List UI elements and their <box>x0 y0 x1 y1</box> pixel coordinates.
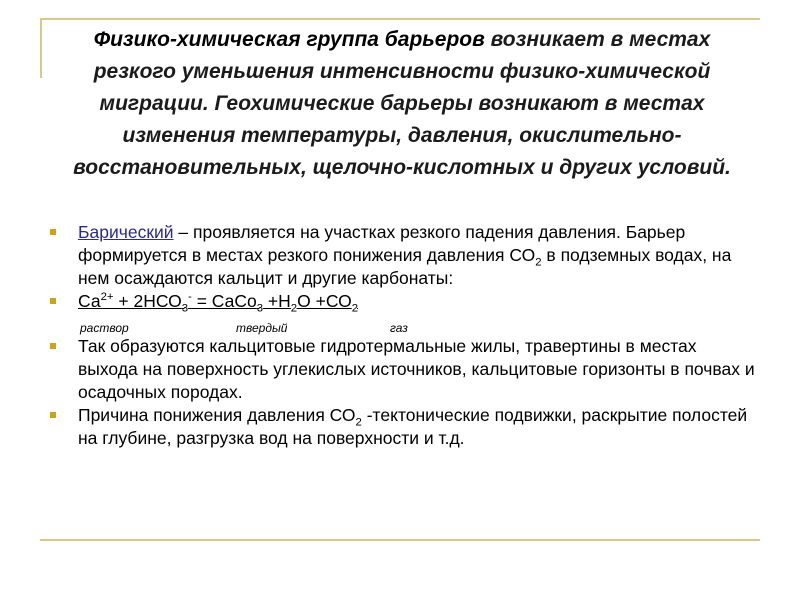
slide-heading <box>52 24 752 184</box>
formation-text: Так образуются кальцитовые гидротермальные жилы, травертины в местах выхода на поверхность углекислых источников, кальцитовые горизонты в почвах и осадочных породах. <box>78 336 755 402</box>
bullet-item-equation <box>50 290 760 313</box>
heading-strong: Физико-химическая группа барьеров <box>93 28 485 51</box>
bullet-marker <box>50 229 56 235</box>
phase-solution-label: раствор <box>80 321 129 335</box>
eq-sub-3b: 3 <box>256 302 264 315</box>
bullet-item-formation <box>50 335 760 404</box>
cause-co2-subscript: 2 <box>355 416 362 429</box>
co2-subscript: 2 <box>535 256 542 269</box>
bullet-marker <box>50 298 56 304</box>
phase-gas-label: газ <box>390 321 408 335</box>
phase-labels-row <box>50 313 760 335</box>
eq-ca: Са <box>78 291 101 311</box>
baric-text: – проявляется на участках резкого падения давления. Барьер формируется в местах резкого понижения давления СО <box>78 222 686 265</box>
eq-charge-minus: - <box>188 291 192 304</box>
cause-text-2: -тектонические подвижки, раскрытие полостей на глубине, разгрузка вод на поверхности и т.д. <box>78 405 748 448</box>
eq-sub-2a: 2 <box>290 302 298 315</box>
heading-rest: возникает в местах резкого уменьшения интенсивности физико-химической миграции. Геохимические барьеры возникают в местах изменения температуры, давления, окислительно-восстановительных, щелочно-кислотных и других условий. <box>73 28 731 179</box>
eq-hco3: + 2НСО <box>113 291 182 311</box>
eq-h: +Н <box>263 291 291 311</box>
eq-sub-2b: 2 <box>351 302 359 315</box>
eq-o-co: О +СО <box>297 291 352 311</box>
eq-sub-3: 3 <box>181 302 189 315</box>
bullet-marker <box>50 412 56 418</box>
chemical-equation <box>78 291 359 315</box>
bullet-item-cause <box>50 404 760 450</box>
frame-left-line <box>40 18 42 78</box>
baric-text-2: в подземных водах, на нем осаждаются кальцит и другие карбонаты: <box>78 245 732 288</box>
eq-caco: = СаСо <box>191 291 257 311</box>
bullet-marker <box>50 343 56 349</box>
frame-top-line <box>40 18 760 20</box>
frame-bottom-line <box>40 539 760 541</box>
term-baric: Барический <box>78 222 174 242</box>
eq-ca-charge: 2+ <box>100 291 114 304</box>
bullet-item-baric <box>50 221 760 290</box>
phase-solid-label: твердый <box>236 321 288 335</box>
cause-text: Причина понижения давления СО <box>78 405 356 425</box>
bullet-list <box>50 221 760 450</box>
